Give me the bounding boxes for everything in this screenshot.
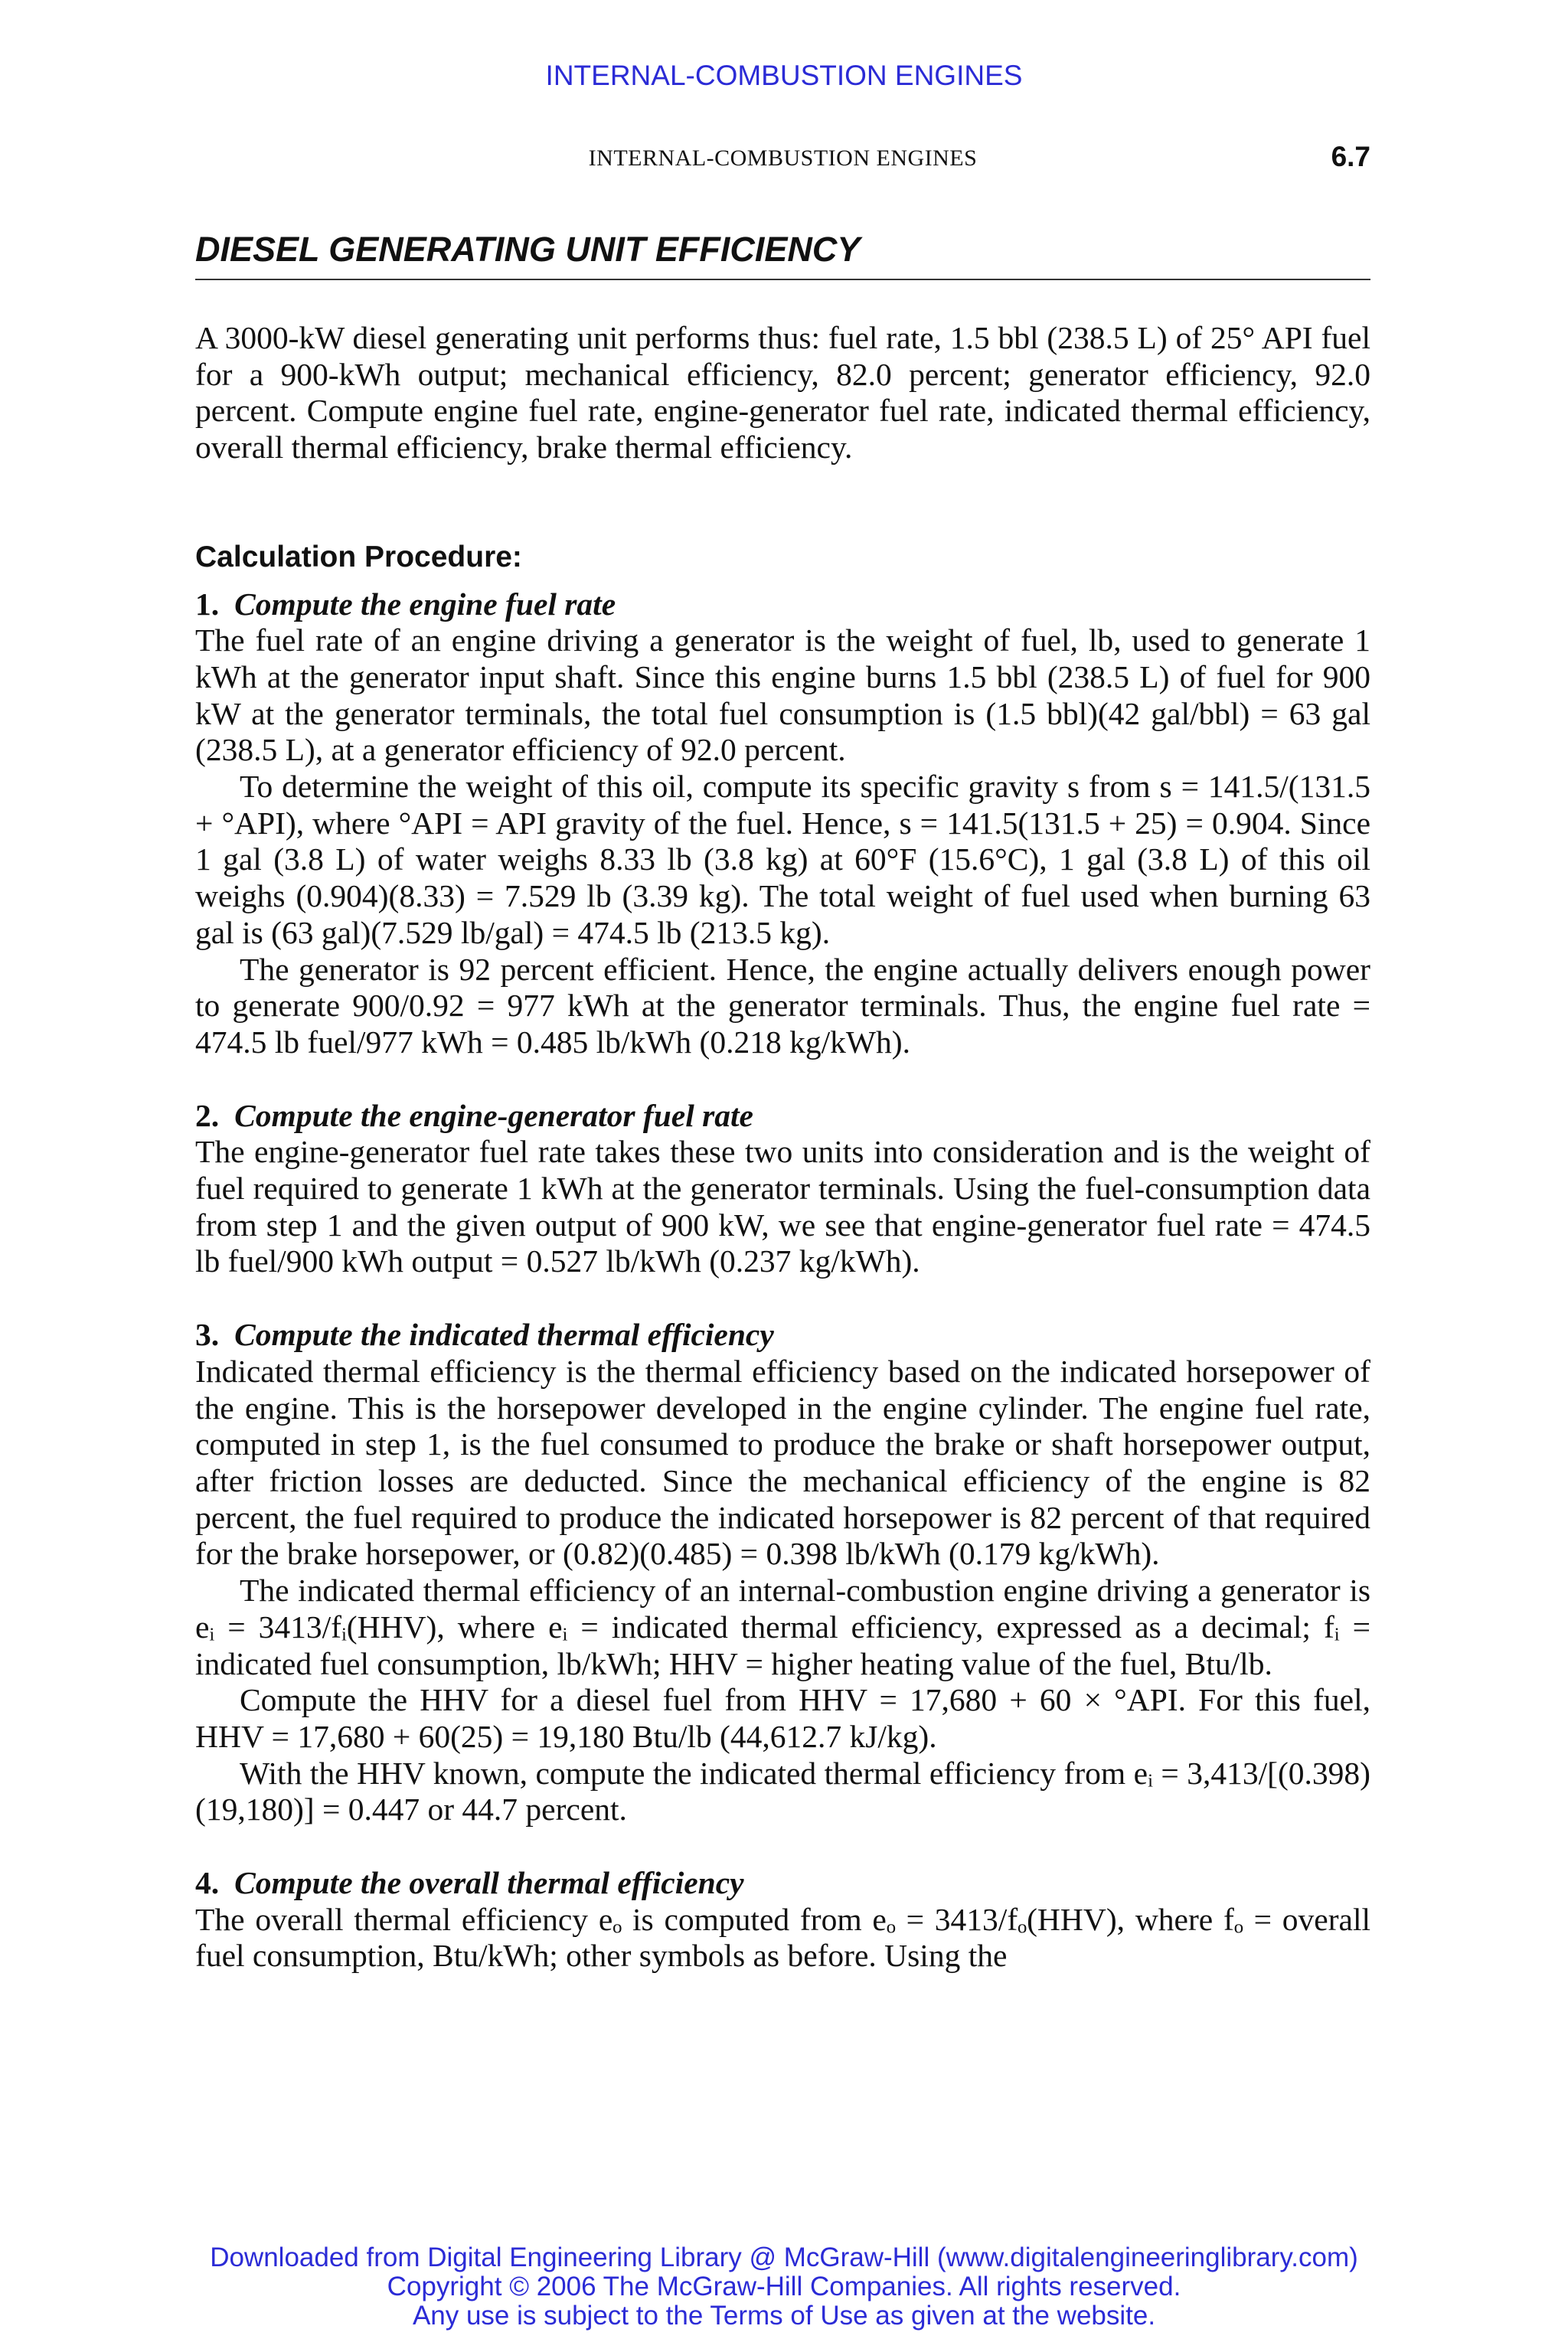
- paragraph: Compute the HHV for a diesel fuel from HHV = 17,680 + 60 × °API. For this fuel, HHV = 17,680 + 60(25) = 19,180 Btu/lb (44,612.7 kJ/kg).: [195, 1682, 1370, 1754]
- paragraph: The engine-generator fuel rate takes these two units into consideration and is the weight of fuel required to generate 1 kWh at the generator terminals. Using the fuel-consumption data from step 1 and the given output of 900 kW, we see that engine-generator fuel rate = 474.5 lb fuel/900 kWh output = 0.527 lb/kWh (0.237 kg/kWh).: [195, 1134, 1370, 1279]
- paragraph: The generator is 92 percent efficient. Hence, the engine actually delivers enough power to generate 900/0.92 = 977 kWh at the generator terminals. Thus, the engine fuel rate = 474.5 lb fuel/977 kWh = 0.485 lb/kWh (0.218 kg/kWh).: [195, 951, 1370, 1060]
- body-content: [195, 320, 1370, 1975]
- step-1: [195, 586, 1370, 1061]
- step-title: Compute the engine-generator fuel rate: [234, 1097, 753, 1133]
- step-2: [195, 1098, 1370, 1281]
- step-4: [195, 1865, 1370, 1975]
- footer: [0, 2243, 1568, 2331]
- step-heading: [195, 1317, 1370, 1354]
- footer-download-link[interactable]: Downloaded from Digital Engineering Library @ McGraw-Hill (www.digitalengineeringlibrary.com): [210, 2243, 1358, 2272]
- page-number: 6.7: [1331, 141, 1370, 172]
- chapter-link[interactable]: INTERNAL-COMBUSTION ENGINES: [545, 60, 1023, 91]
- paragraph: To determine the weight of this oil, compute its specific gravity s from s = 141.5/(131.5 + °API), where °API = API gravity of the fuel. Hence, s = 141.5(131.5 + 25) = 0.904. Since 1 gal (3.8 L) of water weighs 8.33 lb (3.8 kg) at 60°F (15.6°C), 1 gal (3.8 L) of this oil weighs (0.904)(8.33) = 7.529 lb (3.39 kg). The total weight of fuel used when burning 63 gal is (63 gal)(7.529 lb/gal) = 474.5 lb (213.5 kg).: [195, 769, 1370, 950]
- step-heading: [195, 586, 1370, 623]
- step-number: 2.: [195, 1097, 220, 1133]
- step-number: 3.: [195, 1317, 220, 1353]
- step-3: [195, 1317, 1370, 1828]
- step-title: Compute the overall thermal efficiency: [234, 1865, 744, 1901]
- step-heading: [195, 1865, 1370, 1902]
- paragraph: The fuel rate of an engine driving a generator is the weight of fuel, lb, used to generate 1 kWh at the generator input shaft. Since this engine burns 1.5 bbl (238.5 L) of fuel for 900 kW at the generator terminals, the total fuel consumption is (1.5 bbl)(42 gal/bbl) = 63 gal (238.5 L), at a generator efficiency of 92.0 percent.: [195, 622, 1370, 768]
- paragraph: With the HHV known, compute the indicated thermal efficiency from eᵢ = 3,413/[(0.398)(19,180)] = 0.447 or 44.7 percent.: [195, 1755, 1370, 1828]
- running-head-title: INTERNAL-COMBUSTION ENGINES: [588, 145, 978, 171]
- paragraph: The indicated thermal efficiency of an internal-combustion engine driving a generator is eᵢ = 3413/fᵢ(HHV), where eᵢ = indicated thermal efficiency, expressed as a decimal; fᵢ = indicated fuel consumption, lb/kWh; HHV = higher heating value of the fuel, Btu/lb.: [195, 1573, 1370, 1681]
- running-head: [195, 141, 1370, 179]
- problem-statement: A 3000-kW diesel generating unit performs thus: fuel rate, 1.5 bbl (238.5 L) of 25° API fuel for a 900-kWh output; mechanical efficiency, 82.0 percent; generator efficiency, 92.0 percent. Compute engine fuel rate, engine-generator fuel rate, indicated thermal efficiency, overall thermal efficiency, brake thermal efficiency.: [195, 320, 1370, 466]
- footer-copyright: Copyright © 2006 The McGraw-Hill Companies. All rights reserved.: [387, 2272, 1181, 2301]
- footer-terms-link[interactable]: Any use is subject to the Terms of Use as given at the website.: [412, 2301, 1156, 2331]
- calculation-procedure-heading: Calculation Procedure:: [195, 540, 522, 573]
- step-number: 4.: [195, 1865, 220, 1901]
- step-title: Compute the indicated thermal efficiency: [234, 1317, 774, 1353]
- section-title: DIESEL GENERATING UNIT EFFICIENCY: [195, 230, 1370, 280]
- step-title: Compute the engine fuel rate: [234, 586, 616, 622]
- paragraph: Indicated thermal efficiency is the thermal efficiency based on the indicated horsepower of the engine. This is the horsepower developed in the engine cylinder. The engine fuel rate, computed in step 1, is the fuel consumed to produce the brake or shaft horsepower output, after friction losses are deducted. Since the mechanical efficiency of the engine is 82 percent, the fuel required to produce the indicated horsepower is 82 percent of that required for the brake horsepower, or (0.82)(0.485) = 0.398 lb/kWh (0.179 kg/kWh).: [195, 1353, 1370, 1572]
- step-number: 1.: [195, 586, 220, 622]
- paragraph: The overall thermal efficiency eₒ is computed from eₒ = 3413/fₒ(HHV), where fₒ = overall fuel consumption, Btu/kWh; other symbols as before. Using the: [195, 1901, 1370, 1974]
- step-heading: [195, 1098, 1370, 1135]
